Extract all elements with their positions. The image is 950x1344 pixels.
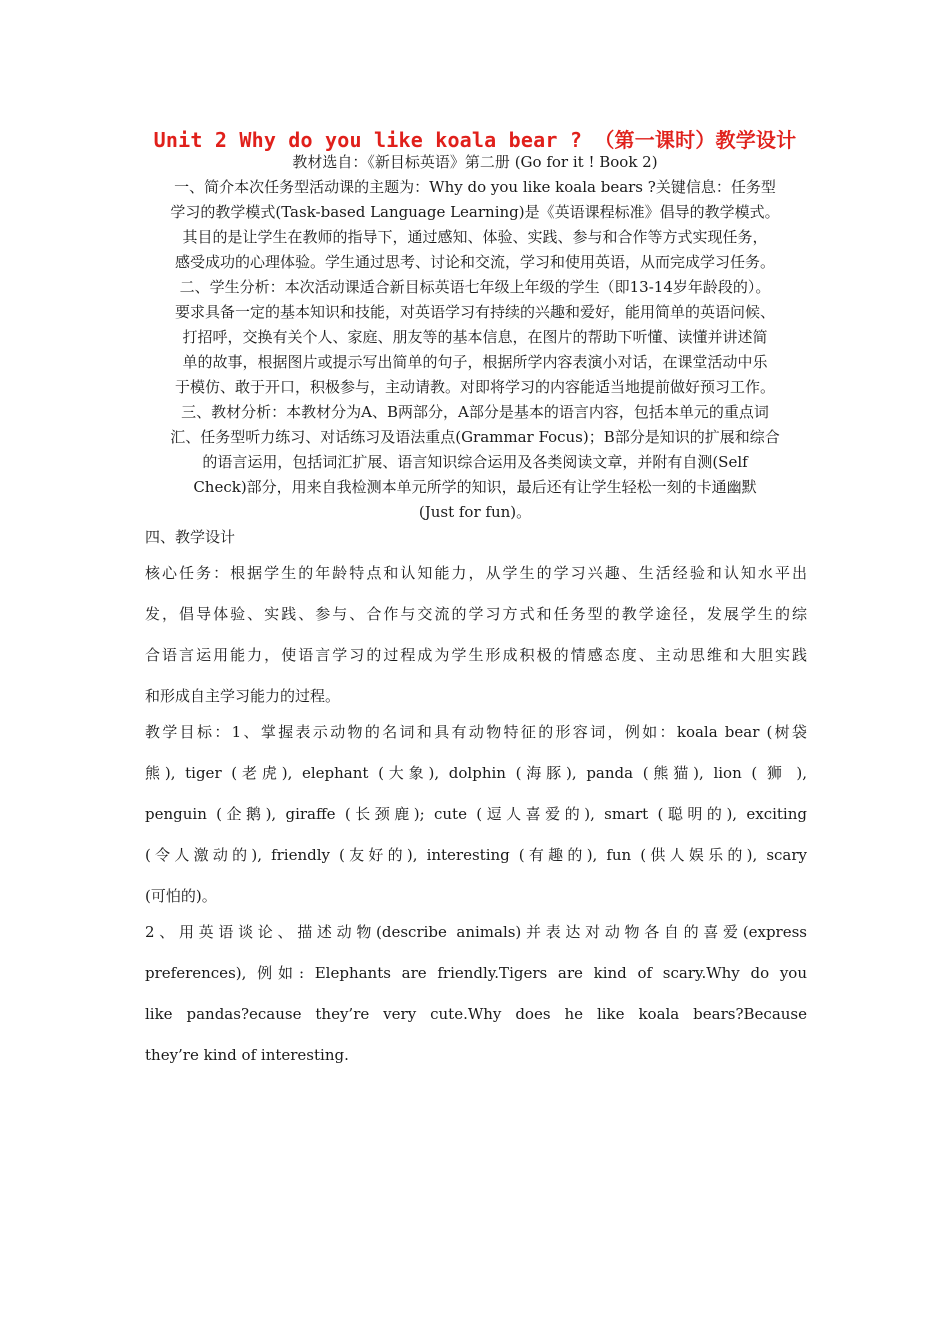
paragraph-line: 熊), tiger (老虎), elephant (大象), dolphin (海豚), panda (熊猫), lion ( 狮 ), [145, 764, 807, 782]
paragraph-line: 发，倡导体验、实践、参与、合作与交流的学习方式和任务型的教学途径，发展学生的综 [145, 605, 807, 623]
paragraph-line: 感受成功的心理体验。学生通过思考、讨论和交流，学习和使用英语，从而完成学习任务。 [174, 253, 775, 271]
paragraph-line: (Just for fun)。 [418, 503, 532, 521]
section-heading: 四、教学设计 [145, 528, 236, 546]
paragraph-line: 一、简介本次任务型活动课的主题为：Why do you like koala bears ?关键信息：任务型 [174, 178, 776, 196]
paragraph-line: 教学目标：1、掌握表示动物的名词和具有动物特征的形容词，例如：koala bear (树袋 [145, 723, 807, 741]
paragraph-line: (令人激动的), friendly (友好的), interesting (有趣的), fun (供人娱乐的), scary [145, 846, 807, 864]
document-title: Unit 2 Why do you like koala bear ? （第一课时）教学设计 [153, 128, 797, 152]
paragraph-line: 于模仿、敢于开口，积极参与，主动请教。对即将学习的内容能适当地提前做好预习工作。 [174, 378, 775, 396]
paragraph-line: 2、用英语谈论、描述动物(describe animals)并表达对动物各自的喜爱(express [145, 923, 807, 941]
paragraph-line: 三、教材分析：本教材分为A、B两部分，A部分是基本的语言内容，包括本单元的重点词 [181, 403, 769, 421]
paragraph-line: penguin (企鹅), giraffe (长颈鹿); cute (逗人喜爱的), smart (聪明的), exciting [145, 805, 807, 823]
paragraph-line: 的语言运用，包括词汇扩展、语言知识综合运用及各类阅读文章，并附有自测(Self [202, 453, 748, 471]
paragraph-line: 要求具备一定的基本知识和技能，对英语学习有持续的兴趣和爱好，能用简单的英语问候、 [174, 303, 775, 321]
paragraph-line: they’re kind of interesting. [145, 1046, 349, 1064]
paragraph-line: (可怕的)。 [145, 887, 217, 905]
subtitle: 教材选自：《新目标英语》第二册 (Go for it ! Book 2) [292, 153, 658, 171]
paragraph-line: like pandas?ecause they’re very cute.Why does he like koala bears?Because [145, 1005, 807, 1023]
paragraph-line: 和形成自主学习能力的过程。 [145, 687, 341, 705]
paragraph-line: 核心任务：根据学生的年龄特点和认知能力，从学生的学习兴趣、生活经验和认知水平出 [145, 564, 807, 582]
paragraph-line: 单的故事，根据图片或提示写出简单的句子，根据所学内容表演小对话，在课堂活动中乐 [182, 353, 768, 371]
paragraph-line: 打招呼，交换有关个人、家庭、朋友等的基本信息，在图片的帮助下听懂、读懂并讲述简 [182, 328, 768, 346]
paragraph-line: 学习的教学模式(Task-based Language Learning)是《英语课程标准》倡导的教学模式。 [170, 203, 780, 221]
paragraph-line: 合语言运用能力，使语言学习的过程成为学生形成积极的情感态度、主动思维和大胆实践 [145, 646, 807, 664]
paragraph-line: 汇、任务型听力练习、对话练习及语法重点(Grammar Focus)；B部分是知识的扩展和综合 [170, 428, 780, 446]
paragraph-line: Check)部分，用来自我检测本单元所学的知识，最后还有让学生轻松一刻的卡通幽默 [193, 478, 757, 496]
paragraph-line: 二、学生分析：本次活动课适合新目标英语七年级上年级的学生（即13-14岁年龄段的）。 [179, 278, 771, 296]
paragraph-line: preferences), 例如: Elephants are friendly.Tigers are kind of scary.Why do you [145, 964, 807, 982]
paragraph-line: 其目的是让学生在教师的指导下，通过感知、体验、实践、参与和合作等方式实现任务， [182, 228, 768, 246]
